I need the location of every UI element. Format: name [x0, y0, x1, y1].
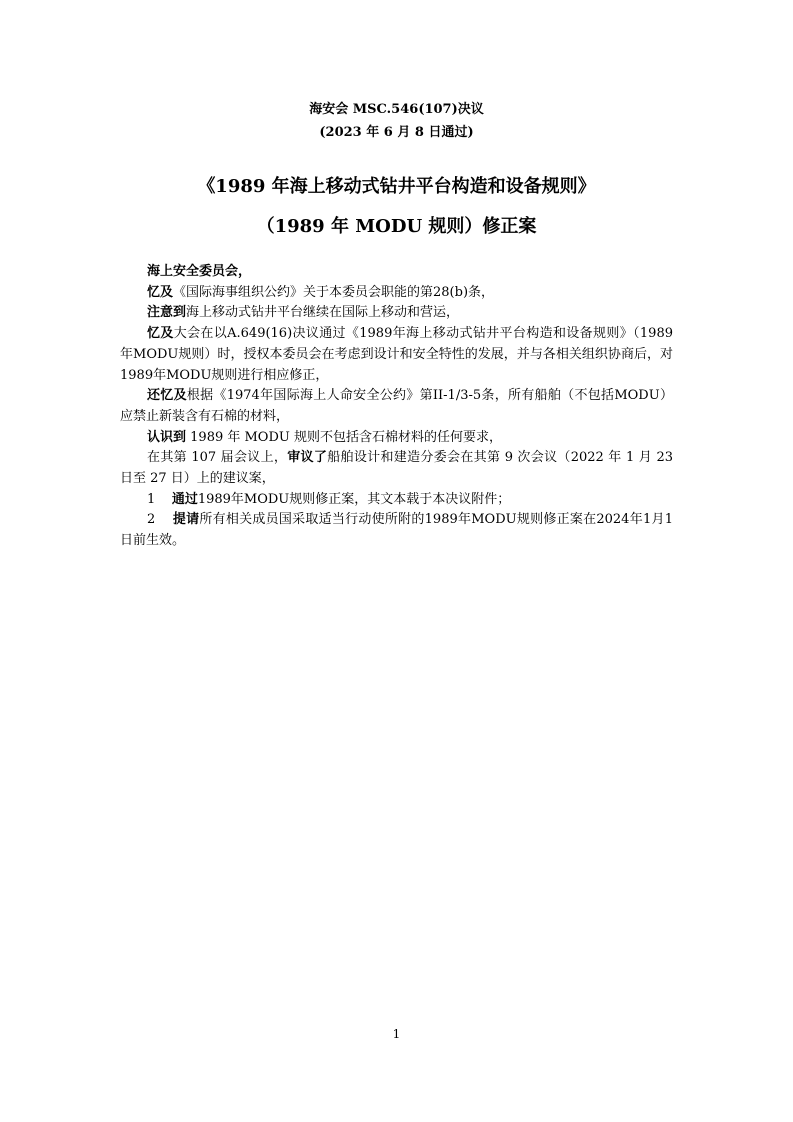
page-number: 1	[392, 1027, 401, 1041]
resolution-number: 海安会 MSC.546(107)决议	[309, 102, 484, 117]
recital-lead: 忆及	[147, 284, 174, 300]
recital-4: 还忆及根据《1974年国际海上人命安全公约》第II-1/3-5条，所有船舶（不包括MODU）应禁止新装含有石棉的材料，	[120, 388, 673, 424]
recital-1: 忆及《国际海事组织公约》关于本委员会职能的第28(b)条，	[147, 284, 495, 300]
operative-1: 1 通过1989年MODU规则修正案，其文本载于本决议附件；	[147, 491, 511, 507]
recital-3: 忆及大会在以A.649(16)决议通过《1989年海上移动式钻井平台构造和设备规则》（1989年MODU规则）时，授权本委员会在考虑到设计和安全特性的发展，并与各相关组织协商后，对1989年MODU规则进行相应修正，	[120, 326, 673, 383]
recital-lead: 忆及	[147, 326, 174, 342]
recital-2: 注意到海上移动式钻井平台继续在国际上移动和营运，	[147, 305, 460, 321]
recital-lead: 注意到	[147, 305, 187, 321]
operative-lead: 提请	[172, 512, 200, 528]
resolution-body	[120, 262, 673, 552]
document-title: 《1989 年海上移动式钻井平台构造和设备规则》	[197, 176, 596, 197]
recital-6: 在其第 107 届会议上，审议了船舶设计和建造分委会在其第 9 次会议（2022 年 1 月 23 日至 27 日）上的建议案，	[120, 450, 674, 487]
operative-number: 2	[147, 512, 156, 528]
operative-lead: 通过	[171, 491, 198, 507]
recital-lead: 认识到	[147, 429, 187, 445]
recital-5: 认识到 1989 年 MODU 规则不包括含石棉材料的任何要求，	[147, 429, 502, 445]
operative-2: 2 提请所有相关成员国采取适当行动使所附的1989年MODU规则修正案在2024年1月1日前生效。	[120, 512, 673, 549]
operative-number: 1	[147, 491, 156, 507]
adoption-date: (2023 年 6 月 8 日通过)	[319, 125, 474, 140]
recital-lead: 还忆及	[147, 388, 187, 404]
recital-lead: 审议了	[287, 450, 328, 466]
committee-line: 海上安全委员会，	[147, 264, 252, 279]
document-subtitle: （1989 年 MODU 规则）修正案	[256, 216, 537, 237]
